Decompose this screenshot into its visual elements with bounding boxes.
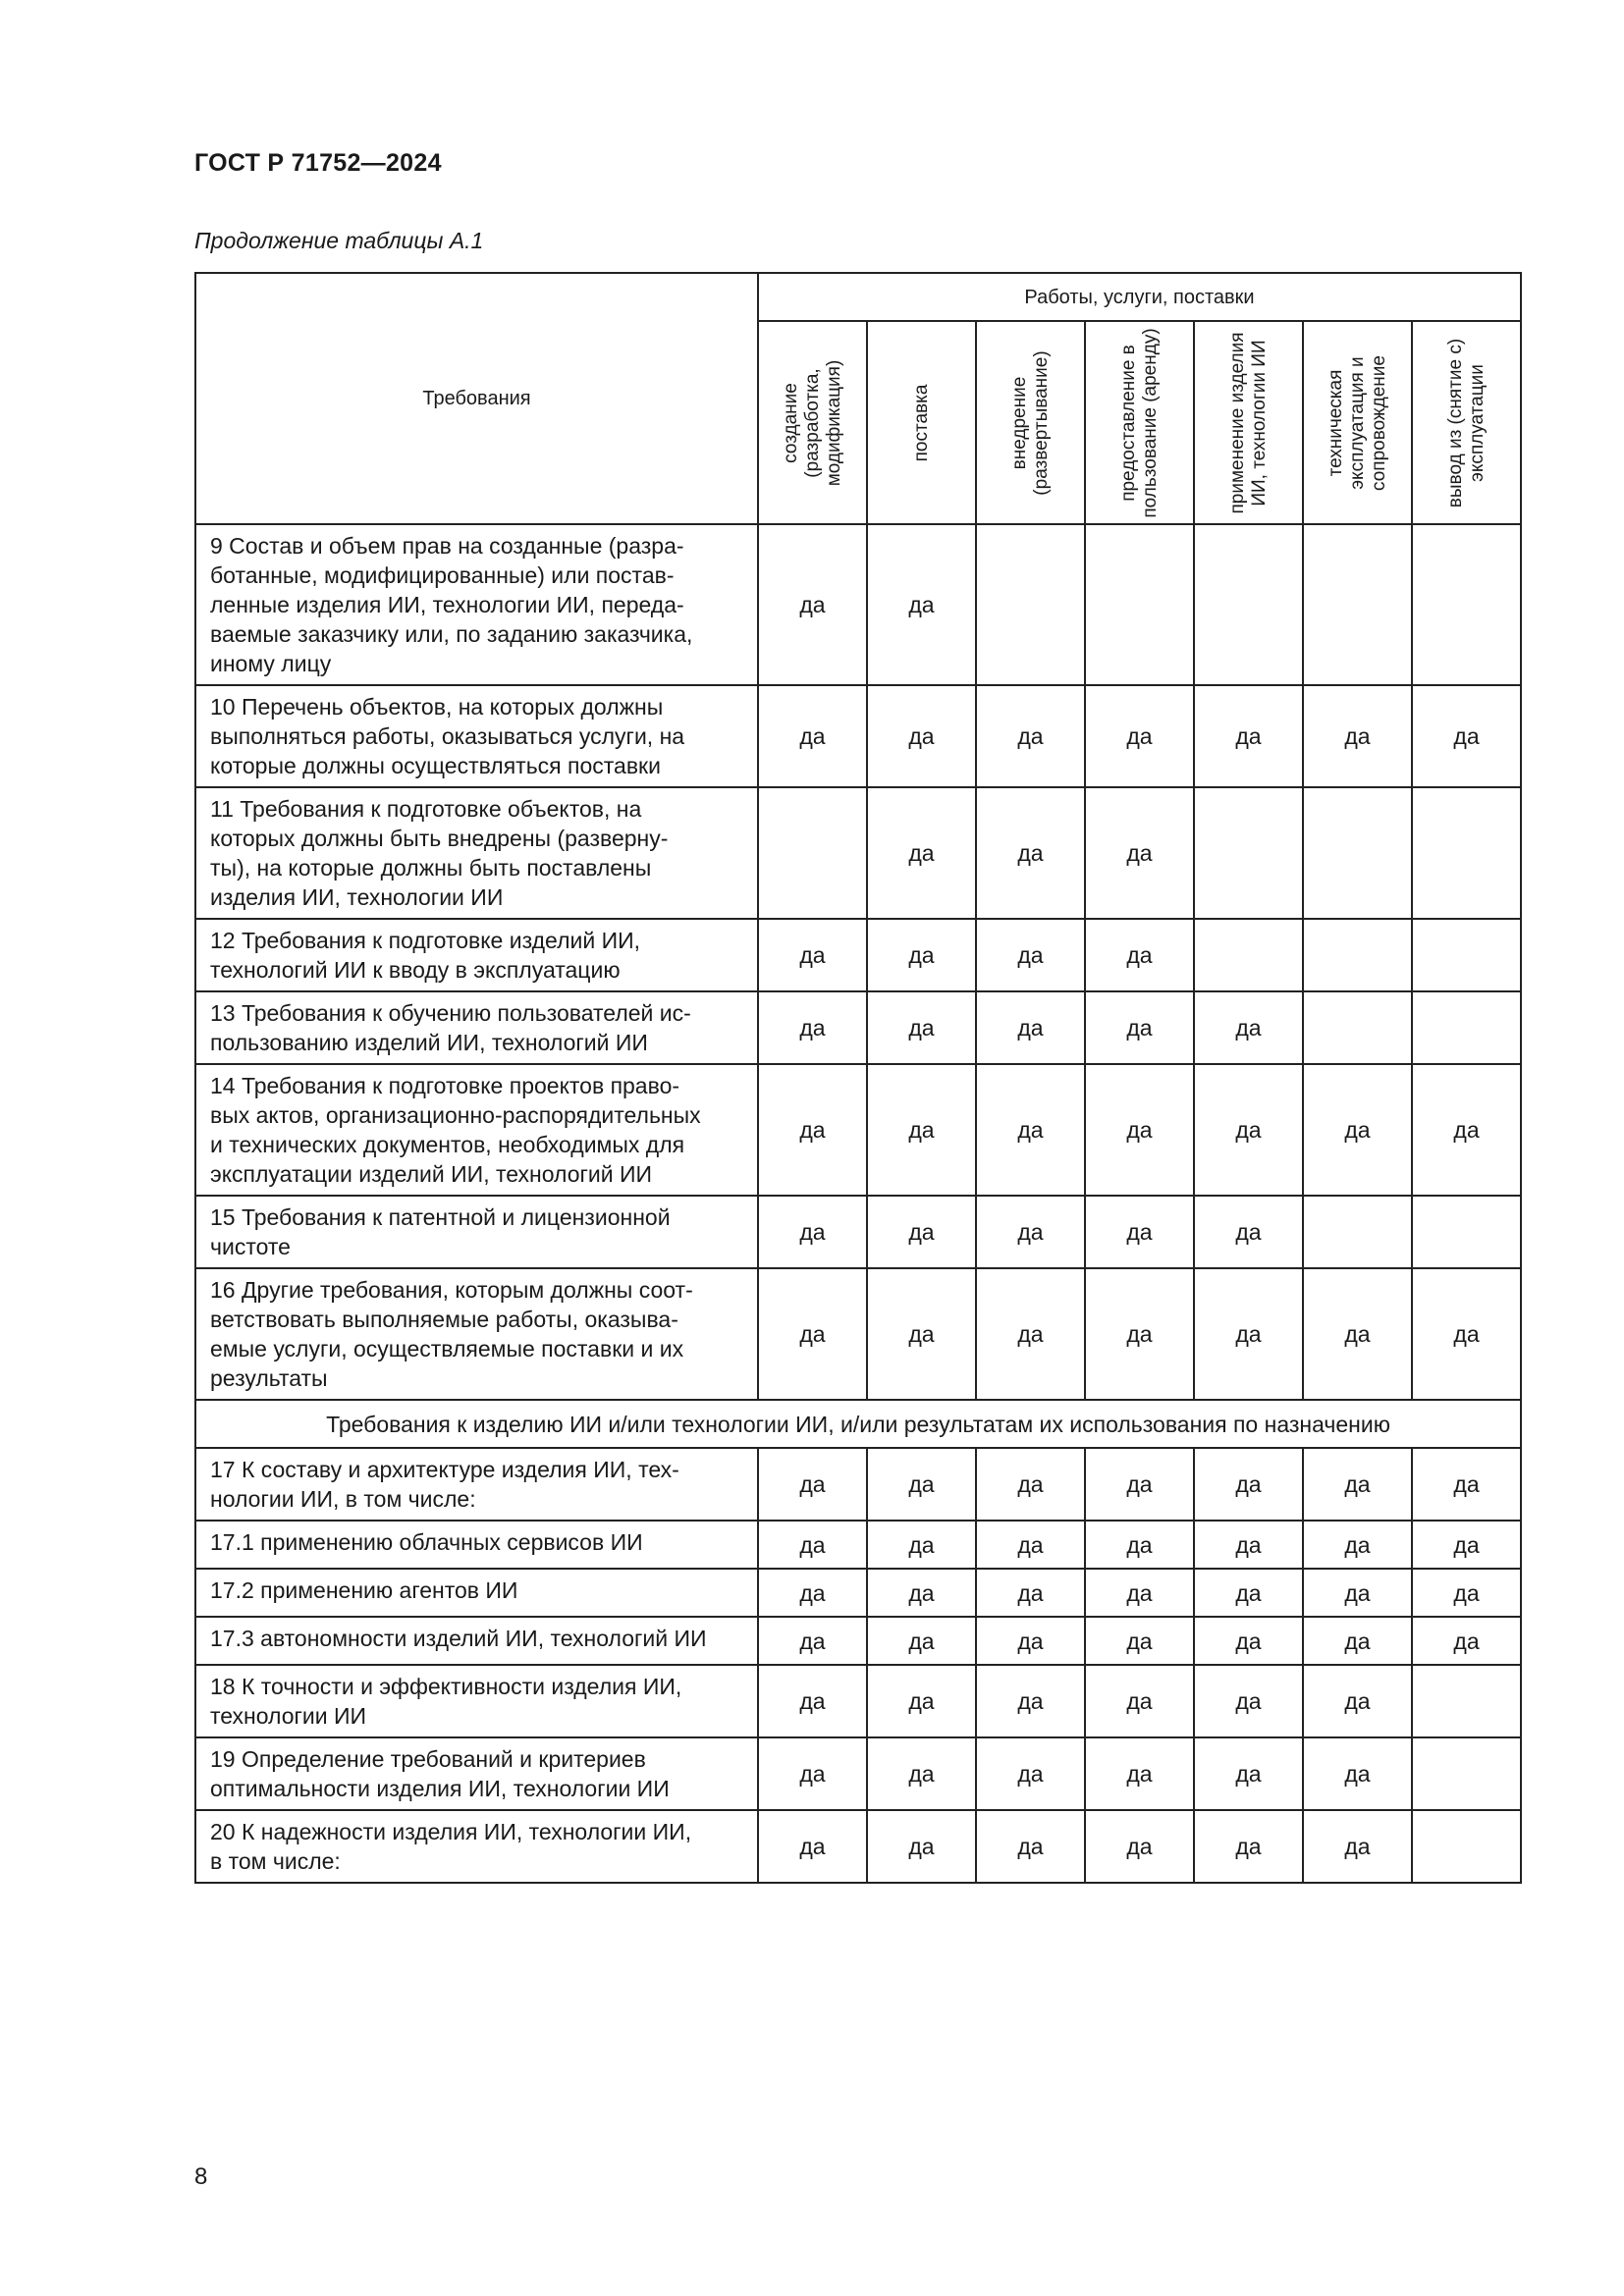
requirement-text: 11 Требования к подготовке объектов, на которых должны быть внедрены (разверну- ты), на которые должны быть поставлены изделия ИИ, технологии ИИ — [195, 787, 758, 919]
table-row — [195, 1521, 1521, 1569]
applicability-cell: да — [1412, 1617, 1521, 1665]
applicability-cell: да — [1085, 1665, 1194, 1737]
applicability-cell: да — [976, 1521, 1085, 1569]
applicability-cell: да — [1194, 991, 1303, 1064]
requirement-text: 9 Состав и объем прав на созданные (разра- ботанные, модифицированные) или постав- ленные изделия ИИ, технологии ИИ, переда- ваемые заказчику или, по заданию заказчика, иному лицу — [195, 524, 758, 685]
table-row — [195, 1196, 1521, 1268]
applicability-cell: да — [1194, 1617, 1303, 1665]
applicability-cell: да — [1194, 1448, 1303, 1521]
applicability-cell: да — [758, 1737, 867, 1810]
applicability-cell: да — [1085, 1268, 1194, 1400]
applicability-cell — [1412, 787, 1521, 919]
table-row — [195, 1617, 1521, 1665]
requirement-text: 14 Требования к подготовке проектов право- вых актов, организационно-распорядительных и технических документов, необходимых для эксплуатации изделий ИИ, технологий ИИ — [195, 1064, 758, 1196]
table-row — [195, 787, 1521, 919]
applicability-cell: да — [758, 1268, 867, 1400]
applicability-cell: да — [1303, 1268, 1412, 1400]
applicability-cell: да — [1303, 1569, 1412, 1617]
requirement-text: 12 Требования к подготовке изделий ИИ, технологий ИИ к вводу в эксплуатацию — [195, 919, 758, 991]
applicability-cell: да — [1412, 1569, 1521, 1617]
applicability-cell — [1194, 524, 1303, 685]
applicability-cell — [1303, 991, 1412, 1064]
applicability-cell: да — [867, 524, 976, 685]
applicability-cell — [1194, 919, 1303, 991]
applicability-cell: да — [867, 1268, 976, 1400]
applicability-cell: да — [1303, 1810, 1412, 1883]
applicability-cell: да — [1085, 685, 1194, 787]
applicability-cell: да — [1194, 1064, 1303, 1196]
applicability-cell: да — [758, 524, 867, 685]
requirement-text: 17 К составу и архитектуре изделия ИИ, тех- нологии ИИ, в том числе: — [195, 1448, 758, 1521]
applicability-cell: да — [1194, 685, 1303, 787]
applicability-cell — [1412, 524, 1521, 685]
applicability-cell: да — [976, 991, 1085, 1064]
applicability-cell: да — [1412, 685, 1521, 787]
table-row — [195, 1064, 1521, 1196]
applicability-cell — [1303, 919, 1412, 991]
column-header-label: техническая эксплуатация и сопровождение — [1325, 354, 1389, 491]
applicability-cell: да — [1303, 1617, 1412, 1665]
applicability-cell: да — [976, 1268, 1085, 1400]
applicability-cell: да — [867, 787, 976, 919]
section-title: Требования к изделию ИИ и/или технологии ИИ, и/или результатам их использования по назначению — [195, 1400, 1521, 1448]
table-row — [195, 524, 1521, 685]
applicability-cell: да — [1303, 1448, 1412, 1521]
applicability-cell — [1085, 524, 1194, 685]
applicability-cell: да — [758, 1665, 867, 1737]
applicability-cell: да — [976, 1569, 1085, 1617]
column-header-label: внедрение (развертывание) — [1008, 349, 1052, 496]
column-header — [1303, 321, 1412, 524]
applicability-cell: да — [1412, 1521, 1521, 1569]
column-header — [1085, 321, 1194, 524]
column-header — [758, 321, 867, 524]
applicability-cell: да — [1194, 1665, 1303, 1737]
applicability-cell: да — [976, 1064, 1085, 1196]
applicability-cell: да — [1412, 1268, 1521, 1400]
requirement-text: 17.3 автономности изделий ИИ, технологий ИИ — [195, 1617, 758, 1665]
applicability-cell: да — [1412, 1448, 1521, 1521]
requirement-text: 13 Требования к обучению пользователей ис- пользованию изделий ИИ, технологий ИИ — [195, 991, 758, 1064]
applicability-cell: да — [758, 1064, 867, 1196]
applicability-cell — [1303, 524, 1412, 685]
applicability-cell: да — [758, 685, 867, 787]
applicability-cell: да — [1194, 1196, 1303, 1268]
applicability-cell: да — [758, 1448, 867, 1521]
applicability-cell — [1412, 1737, 1521, 1810]
applicability-cell: да — [976, 1617, 1085, 1665]
requirement-text: 20 К надежности изделия ИИ, технологии ИИ, в том числе: — [195, 1810, 758, 1883]
applicability-cell: да — [1085, 1196, 1194, 1268]
table-row — [195, 1569, 1521, 1617]
column-header-label: поставка — [910, 384, 932, 461]
applicability-cell: да — [1085, 1569, 1194, 1617]
applicability-cell — [1303, 1196, 1412, 1268]
applicability-cell: да — [867, 1064, 976, 1196]
applicability-cell: да — [867, 991, 976, 1064]
applicability-cell: да — [1194, 1569, 1303, 1617]
requirement-text: 17.2 применению агентов ИИ — [195, 1569, 758, 1617]
works-group-header: Работы, услуги, поставки — [758, 273, 1521, 321]
requirement-text: 16 Другие требования, которым должны соот- ветствовать выполняемые работы, оказыва- емые услуги, осуществляемые поставки и их результаты — [195, 1268, 758, 1400]
column-header — [867, 321, 976, 524]
applicability-cell — [1412, 1810, 1521, 1883]
applicability-cell: да — [758, 1569, 867, 1617]
applicability-cell: да — [1085, 1448, 1194, 1521]
table-caption: Продолжение таблицы А.1 — [194, 228, 484, 253]
column-header-label: применение изделия ИИ, технологии ИИ — [1226, 331, 1270, 514]
requirement-text: 18 К точности и эффективности изделия ИИ, технологии ИИ — [195, 1665, 758, 1737]
applicability-cell: да — [1303, 1737, 1412, 1810]
applicability-cell: да — [867, 1810, 976, 1883]
column-header — [1194, 321, 1303, 524]
applicability-cell: да — [758, 1521, 867, 1569]
table-row — [195, 685, 1521, 787]
applicability-cell: да — [867, 1617, 976, 1665]
applicability-cell: да — [1085, 787, 1194, 919]
applicability-cell — [1303, 787, 1412, 919]
requirement-text: 10 Перечень объектов, на которых должны выполняться работы, оказываться услуги, на которые должны осуществляться поставки — [195, 685, 758, 787]
column-header — [1412, 321, 1521, 524]
applicability-cell — [1412, 991, 1521, 1064]
applicability-cell: да — [1085, 1521, 1194, 1569]
applicability-cell: да — [976, 1196, 1085, 1268]
table-row — [195, 1737, 1521, 1810]
applicability-cell: да — [1085, 1064, 1194, 1196]
table-row — [195, 1665, 1521, 1737]
table-row — [195, 991, 1521, 1064]
applicability-cell: да — [867, 1569, 976, 1617]
applicability-cell — [1412, 1665, 1521, 1737]
column-header-label: создание (разработка, модификация) — [780, 359, 844, 486]
applicability-cell — [1412, 919, 1521, 991]
column-header-label: вывод из (снятие с) эксплуатации — [1444, 338, 1488, 507]
table-row — [195, 1268, 1521, 1400]
applicability-cell: да — [1303, 1665, 1412, 1737]
applicability-cell: да — [976, 787, 1085, 919]
applicability-cell: да — [976, 1665, 1085, 1737]
applicability-cell: да — [758, 1617, 867, 1665]
applicability-cell: да — [758, 991, 867, 1064]
applicability-cell: да — [1194, 1810, 1303, 1883]
applicability-cell — [1194, 787, 1303, 919]
applicability-cell: да — [1085, 1810, 1194, 1883]
applicability-cell: да — [1303, 685, 1412, 787]
applicability-cell: да — [976, 1810, 1085, 1883]
applicability-cell: да — [758, 1810, 867, 1883]
requirement-text: 17.1 применению облачных сервисов ИИ — [195, 1521, 758, 1569]
table-row — [195, 1448, 1521, 1521]
applicability-cell: да — [976, 919, 1085, 991]
column-header — [976, 321, 1085, 524]
applicability-cell: да — [1085, 991, 1194, 1064]
applicability-cell: да — [867, 1737, 976, 1810]
column-header-label: предоставление в пользование (аренду) — [1117, 327, 1161, 518]
table-row — [195, 1810, 1521, 1883]
applicability-cell: да — [867, 919, 976, 991]
applicability-cell: да — [976, 1737, 1085, 1810]
applicability-cell: да — [1303, 1064, 1412, 1196]
applicability-cell: да — [1194, 1521, 1303, 1569]
requirement-text: 15 Требования к патентной и лицензионной чистоте — [195, 1196, 758, 1268]
applicability-cell: да — [1085, 1617, 1194, 1665]
applicability-cell: да — [976, 685, 1085, 787]
applicability-cell: да — [758, 1196, 867, 1268]
requirement-text: 19 Определение требований и критериев оптимальности изделия ИИ, технологии ИИ — [195, 1737, 758, 1810]
requirements-table — [194, 272, 1522, 1884]
requirements-header: Требования — [195, 273, 758, 524]
applicability-cell: да — [758, 919, 867, 991]
applicability-cell — [1412, 1196, 1521, 1268]
applicability-cell: да — [1085, 1737, 1194, 1810]
applicability-cell: да — [976, 1448, 1085, 1521]
applicability-cell: да — [867, 1196, 976, 1268]
applicability-cell: да — [867, 1448, 976, 1521]
applicability-cell: да — [1085, 919, 1194, 991]
applicability-cell: да — [1194, 1737, 1303, 1810]
applicability-cell — [758, 787, 867, 919]
table-row — [195, 919, 1521, 991]
applicability-cell: да — [867, 1665, 976, 1737]
document-code: ГОСТ Р 71752—2024 — [194, 149, 442, 177]
applicability-cell: да — [1303, 1521, 1412, 1569]
page-number: 8 — [194, 2163, 208, 2190]
applicability-cell: да — [1194, 1268, 1303, 1400]
applicability-cell — [976, 524, 1085, 685]
applicability-cell: да — [867, 1521, 976, 1569]
applicability-cell: да — [867, 685, 976, 787]
applicability-cell: да — [1412, 1064, 1521, 1196]
